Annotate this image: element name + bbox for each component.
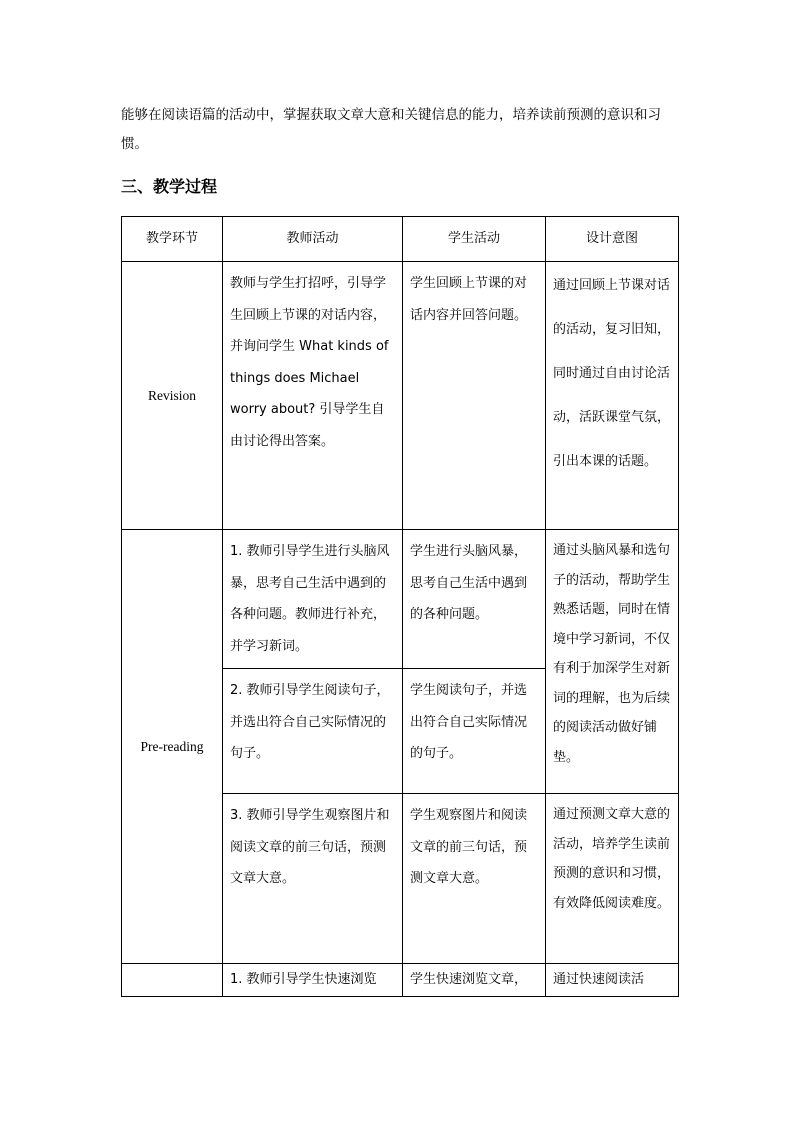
next-student-activity: 学生快速浏览文章， bbox=[403, 964, 546, 997]
teaching-process-table bbox=[121, 216, 679, 997]
header-design-intent: 设计意图 bbox=[546, 217, 679, 262]
phase-revision: Revision bbox=[122, 262, 223, 530]
prereading-3-teacher-activity: 3. 教师引导学生观察图片和阅读文章的前三句话，预测文章大意。 bbox=[223, 794, 403, 964]
header-student-activity: 学生活动 bbox=[403, 217, 546, 262]
table-row-prereading-1 bbox=[122, 530, 679, 669]
prereading-shared-design-intent: 通过头脑风暴和选句子的活动，帮助学生熟悉话题，同时在情境中学习新词，不仅有利于加深学生对新词的理解，也为后续的阅读活动做好铺垫。 bbox=[546, 530, 679, 794]
header-teacher-activity: 教师活动 bbox=[223, 217, 403, 262]
prereading-3-student-activity: 学生观察图片和阅读文章的前三句话，预测文章大意。 bbox=[403, 794, 546, 964]
prereading-2-student-activity: 学生阅读句子，并选出符合自己实际情况的句子。 bbox=[403, 669, 546, 794]
header-phase: 教学环节 bbox=[122, 217, 223, 262]
prereading-1-student-activity: 学生进行头脑风暴，思考自己生活中遇到的各种问题。 bbox=[403, 530, 546, 669]
table-row-next bbox=[122, 964, 679, 997]
prereading-1-teacher-activity: 1. 教师引导学生进行头脑风暴，思考自己生活中遇到的各种问题。教师进行补充，并学习新词。 bbox=[223, 530, 403, 669]
table-header-row bbox=[122, 217, 679, 262]
table-row-revision bbox=[122, 262, 679, 530]
revision-teacher-activity: 教师与学生打招呼，引导学生回顾上节课的对话内容，并询问学生 What kinds of things does Michael worry about? 引导学生自由讨论得出答案。 bbox=[223, 262, 403, 530]
prereading-3-design-intent: 通过预测文章大意的活动，培养学生读前预测的意识和习惯，有效降低阅读难度。 bbox=[546, 794, 679, 964]
revision-design-intent: 通过回顾上节课对话的活动，复习旧知，同时通过自由讨论活动，活跃课堂气氛，引出本课的话题。 bbox=[546, 262, 679, 530]
prereading-2-teacher-activity: 2. 教师引导学生阅读句子，并选出符合自己实际情况的句子。 bbox=[223, 669, 403, 794]
section-heading: 三、教学过程 bbox=[121, 177, 218, 196]
revision-student-activity: 学生回顾上节课的对话内容并回答问题。 bbox=[403, 262, 546, 530]
next-teacher-activity: 1. 教师引导学生快速浏览 bbox=[223, 964, 403, 997]
next-design-intent: 通过快速阅读活 bbox=[546, 964, 679, 997]
phase-next bbox=[122, 964, 223, 997]
phase-prereading: Pre-reading bbox=[122, 530, 223, 964]
intro-paragraph: 能够在阅读语篇的活动中，掌握获取文章大意和关键信息的能力，培养读前预测的意识和习惯。 bbox=[121, 107, 661, 152]
